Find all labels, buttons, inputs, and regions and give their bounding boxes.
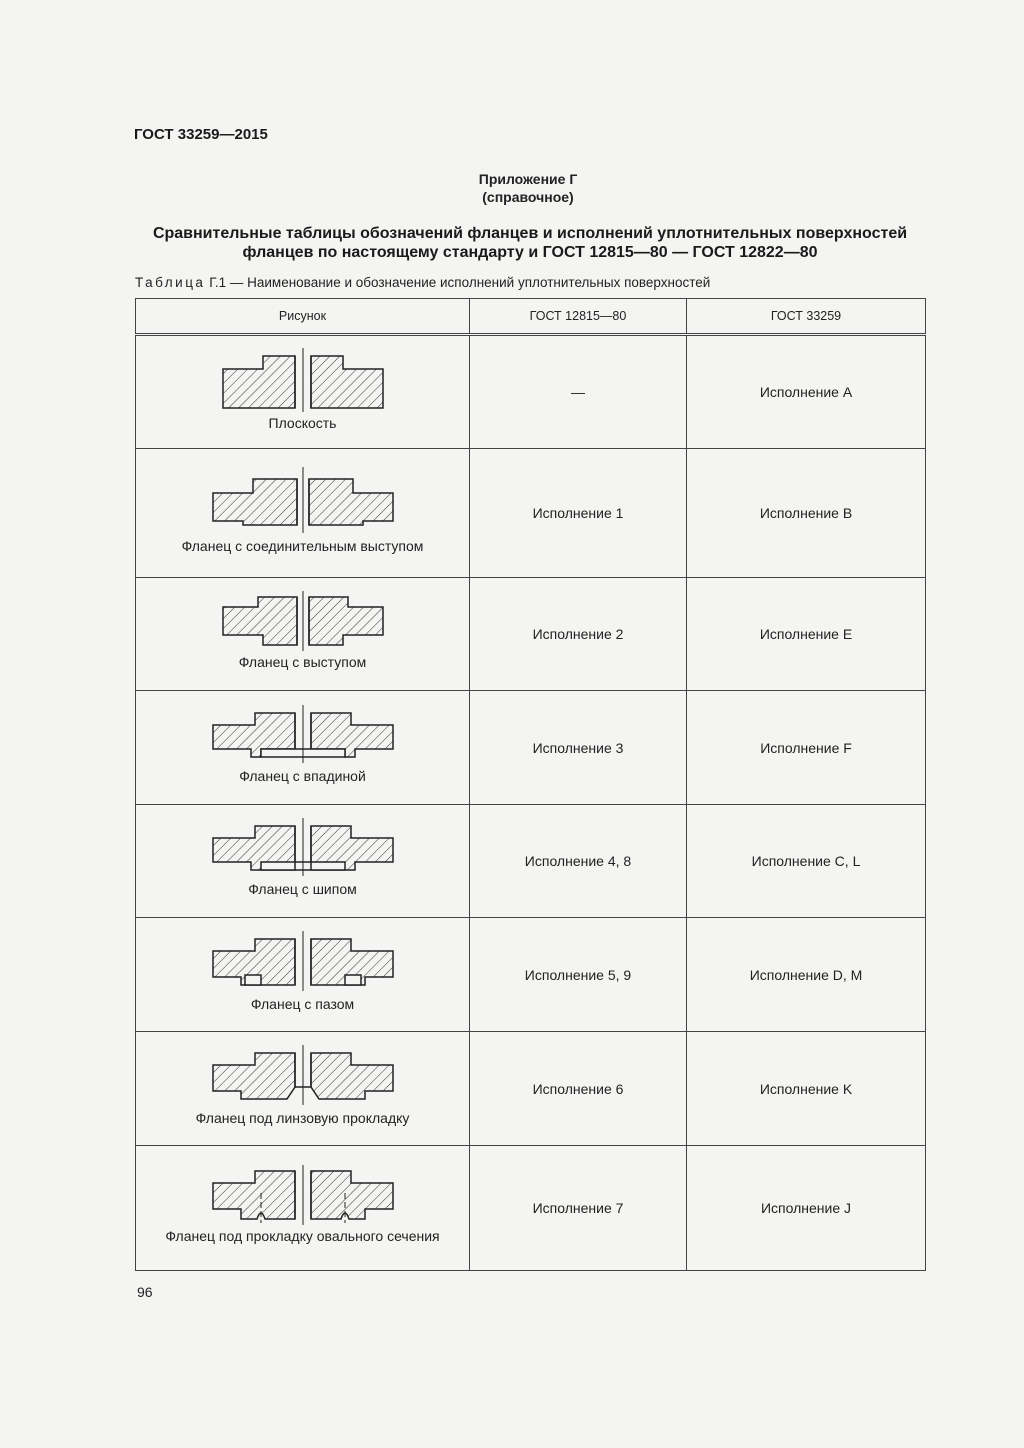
table-row xyxy=(136,918,926,1032)
appendix-heading xyxy=(0,170,1024,206)
figure-cell xyxy=(136,691,470,805)
table-row xyxy=(136,449,926,578)
gost-12815-cell: Исполнение 5, 9 xyxy=(470,918,687,1032)
gost-33259-cell: Исполнение C, L xyxy=(687,805,926,918)
figure-cell xyxy=(136,1146,470,1271)
gost-12815-cell: Исполнение 1 xyxy=(470,449,687,578)
gost-12815-cell: Исполнение 7 xyxy=(470,1146,687,1271)
flange-tongue-drawing xyxy=(203,816,403,880)
figure-label: Плоскость xyxy=(268,415,337,431)
gost-12815-cell: — xyxy=(470,335,687,449)
gost-33259-cell: Исполнение B xyxy=(687,449,926,578)
table-row xyxy=(136,691,926,805)
figure-cell xyxy=(136,1032,470,1146)
table-caption-prefix: Таблица xyxy=(135,275,206,290)
document-title-line-2: фланцев по настоящему стандарту и ГОСТ 12815—80 — ГОСТ 12822—80 xyxy=(242,244,818,261)
flange-groove-drawing xyxy=(203,929,403,995)
gost-12815-cell: Исполнение 6 xyxy=(470,1032,687,1146)
figure-label: Фланец с шипом xyxy=(248,881,357,897)
header-gost-12815: ГОСТ 12815—80 xyxy=(470,299,687,335)
document-title-line-1: Сравнительные таблицы обозначений фланцев и исполнений уплотнительных поверхностей xyxy=(152,225,908,242)
table-caption-number: Г.1 — xyxy=(205,275,248,290)
document-title xyxy=(130,224,930,262)
appendix-title: Приложение Г xyxy=(478,171,578,187)
header-gost-33259: ГОСТ 33259 xyxy=(687,299,926,335)
figure-cell xyxy=(136,335,470,449)
gost-12815-cell: Исполнение 4, 8 xyxy=(470,805,687,918)
gost-33259-cell: Исполнение K xyxy=(687,1032,926,1146)
flange-female-face-drawing xyxy=(203,703,403,767)
figure-cell xyxy=(136,449,470,578)
appendix-subtitle: (справочное) xyxy=(482,189,574,205)
flange-oval-gasket-drawing xyxy=(203,1163,403,1227)
table-row xyxy=(136,805,926,918)
table-row xyxy=(136,578,926,691)
figure-label: Фланец под прокладку овального сечения xyxy=(165,1228,440,1244)
page-number: 96 xyxy=(137,1284,153,1300)
gost-12815-cell: Исполнение 3 xyxy=(470,691,687,805)
table-row xyxy=(136,1032,926,1146)
designation-table xyxy=(135,298,926,1271)
table-caption xyxy=(135,275,710,290)
gost-33259-cell: Исполнение F xyxy=(687,691,926,805)
table-row xyxy=(136,1146,926,1271)
table-row xyxy=(136,335,926,449)
flange-lens-gasket-drawing xyxy=(203,1043,403,1109)
gost-33259-cell: Исполнение D, M xyxy=(687,918,926,1032)
figure-cell xyxy=(136,918,470,1032)
flange-raised-face-drawing xyxy=(203,463,403,537)
figure-label: Фланец под линзовую прокладку xyxy=(195,1109,410,1126)
figure-cell xyxy=(136,805,470,918)
figure-label: Фланец с пазом xyxy=(250,995,355,1012)
document-header: ГОСТ 33259—2015 xyxy=(134,126,268,143)
figure-label: Фланец с впадиной xyxy=(239,767,366,784)
gost-33259-cell: Исполнение A xyxy=(687,335,926,449)
gost-12815-cell: Исполнение 2 xyxy=(470,578,687,691)
header-figure: Рисунок xyxy=(136,299,470,335)
table-header-row xyxy=(136,299,926,335)
flange-flat-drawing xyxy=(213,344,393,414)
flange-male-face-drawing xyxy=(213,589,393,653)
figure-label: Фланец с выступом xyxy=(238,654,367,670)
table-caption-text: Наименование и обозначение исполнений уплотнительных поверхностей xyxy=(247,275,711,290)
gost-33259-cell: Исполнение E xyxy=(687,578,926,691)
figure-cell xyxy=(136,578,470,691)
figure-label: Фланец с соединительным выступом xyxy=(181,538,424,554)
gost-33259-cell: Исполнение J xyxy=(687,1146,926,1271)
